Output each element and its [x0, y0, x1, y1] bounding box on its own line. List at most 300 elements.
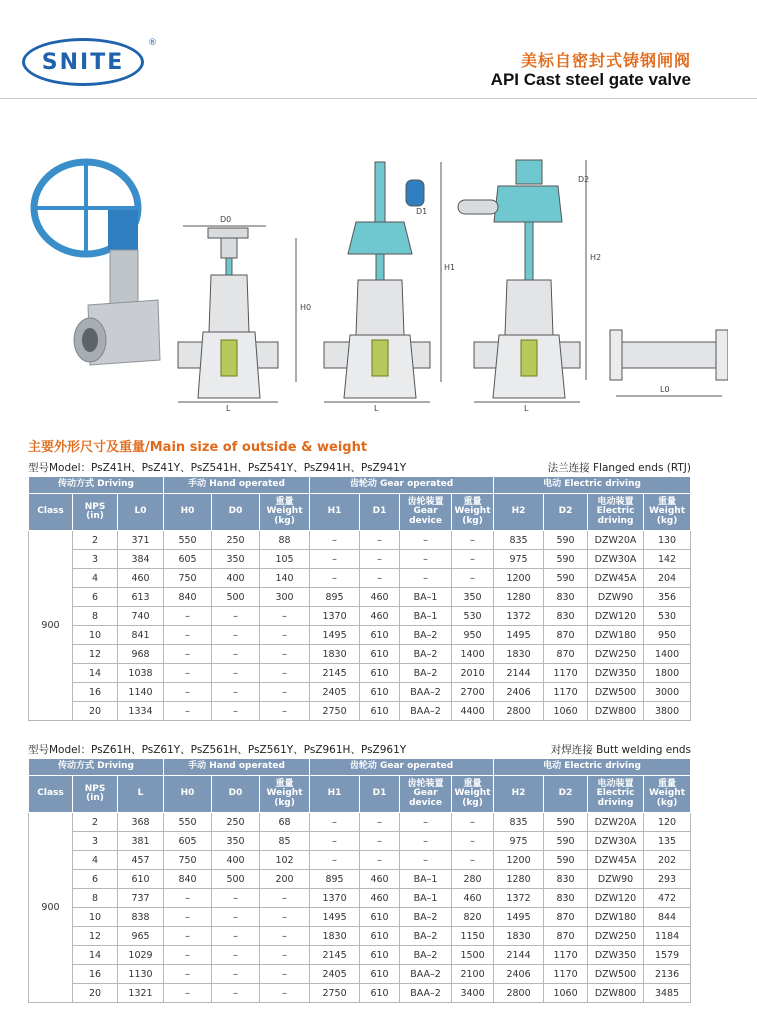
col-d2: D2 — [544, 494, 588, 531]
table-cell: – — [452, 550, 494, 569]
col-gear-device: 齿轮装置 Gear device — [400, 494, 452, 531]
table-cell: – — [164, 626, 212, 645]
table-cell: – — [212, 946, 260, 965]
table-cell: – — [310, 569, 360, 588]
table-cell: 2145 — [310, 664, 360, 683]
col-d1: D1 — [360, 494, 400, 531]
table-cell: – — [260, 664, 310, 683]
table-cell: 590 — [544, 813, 588, 832]
table-cell: 457 — [118, 851, 164, 870]
table-cell: – — [400, 813, 452, 832]
col-weight-electric: 重量 Weight (kg) — [644, 776, 691, 813]
table-cell: 737 — [118, 889, 164, 908]
table-cell: 610 — [360, 965, 400, 984]
table-cell: 3485 — [644, 984, 691, 1003]
table-row — [29, 927, 691, 946]
table-cell: 838 — [118, 908, 164, 927]
dim-l-gear: L — [374, 404, 379, 413]
table-cell: – — [452, 851, 494, 870]
col-nps: NPS (in) — [73, 494, 118, 531]
table-cell: – — [212, 626, 260, 645]
dim-d2: D2 — [578, 175, 590, 184]
table-row — [29, 908, 691, 927]
table-cell: – — [260, 645, 310, 664]
table-cell: 200 — [260, 870, 310, 889]
table-cell: 610 — [360, 984, 400, 1003]
table-cell: – — [310, 851, 360, 870]
table-cell: 20 — [73, 984, 118, 1003]
table-row — [29, 702, 691, 721]
table-cell: – — [212, 702, 260, 721]
table-cell: – — [260, 927, 310, 946]
class-cell: 900 — [29, 813, 73, 1003]
table-cell: 610 — [360, 946, 400, 965]
table-cell: 530 — [644, 607, 691, 626]
table-cell: 840 — [164, 588, 212, 607]
table-cell: 613 — [118, 588, 164, 607]
table-cell: 530 — [452, 607, 494, 626]
table-cell: 8 — [73, 607, 118, 626]
table-cell: 1280 — [494, 588, 544, 607]
table-cell: 550 — [164, 531, 212, 550]
hand-operated-drawing — [178, 226, 296, 402]
table-cell: 460 — [360, 607, 400, 626]
table-cell: 830 — [544, 889, 588, 908]
table-cell: 2750 — [310, 702, 360, 721]
table-cell: 1372 — [494, 889, 544, 908]
table-cell: 20 — [73, 702, 118, 721]
table-cell: – — [360, 531, 400, 550]
col-nps: NPS (in) — [73, 776, 118, 813]
table-row — [29, 645, 691, 664]
table-cell: 1140 — [118, 683, 164, 702]
table-cell: 965 — [118, 927, 164, 946]
table-cell: 1400 — [644, 645, 691, 664]
table-cell: – — [164, 946, 212, 965]
spec-table-flanged — [28, 476, 691, 721]
table-cell: – — [452, 569, 494, 588]
table-cell: 590 — [544, 569, 588, 588]
table-cell: DZW45A — [588, 569, 644, 588]
table-cell: – — [452, 832, 494, 851]
table-cell: 120 — [644, 813, 691, 832]
table-cell: – — [260, 946, 310, 965]
table-cell: 1200 — [494, 569, 544, 588]
table-cell: DZW350 — [588, 946, 644, 965]
table-cell: 10 — [73, 626, 118, 645]
table-cell: 968 — [118, 645, 164, 664]
table-cell: 4 — [73, 569, 118, 588]
table-cell: – — [400, 832, 452, 851]
table-cell: DZW90 — [588, 588, 644, 607]
table-cell: 841 — [118, 626, 164, 645]
model-list-butt: 型号Model：PsZ61H、PsZ61Y、PsZ561H、PsZ561Y、PsZ961H、PsZ961Y — [28, 744, 407, 756]
table-group-header — [29, 759, 691, 776]
table-cell: BA–1 — [400, 588, 452, 607]
table-cell: 10 — [73, 908, 118, 927]
table-cell: 1370 — [310, 607, 360, 626]
table-cell: – — [164, 889, 212, 908]
table-cell: 88 — [260, 531, 310, 550]
col-electric-device: 电动装置 Electric driving — [588, 494, 644, 531]
table-cell: BA–2 — [400, 908, 452, 927]
table-cell: – — [452, 813, 494, 832]
table-cell: 610 — [360, 683, 400, 702]
table-cell: 356 — [644, 588, 691, 607]
table-cell: 8 — [73, 889, 118, 908]
table-cell: 130 — [644, 531, 691, 550]
dim-h0: H0 — [300, 303, 312, 312]
table-cell: 840 — [164, 870, 212, 889]
table-cell: DZW20A — [588, 531, 644, 550]
table-cell: 870 — [544, 908, 588, 927]
table-cell: 1170 — [544, 683, 588, 702]
col-class: Class — [29, 494, 73, 531]
table-cell: DZW45A — [588, 851, 644, 870]
table-cell: 142 — [644, 550, 691, 569]
table-cell: 2100 — [452, 965, 494, 984]
table-cell: DZW500 — [588, 965, 644, 984]
table-cell: 3800 — [644, 702, 691, 721]
table-cell: 590 — [544, 550, 588, 569]
table-cell: 1280 — [494, 870, 544, 889]
table-cell: 135 — [644, 832, 691, 851]
table-cell: – — [212, 607, 260, 626]
table-cell: DZW250 — [588, 927, 644, 946]
table-cell: 1495 — [310, 908, 360, 927]
table-cell: DZW350 — [588, 664, 644, 683]
table-cell: 830 — [544, 588, 588, 607]
col-weight-gear: 重量 Weight (kg) — [452, 776, 494, 813]
table-cell: – — [360, 832, 400, 851]
table-cell: 950 — [452, 626, 494, 645]
table-cell: 2700 — [452, 683, 494, 702]
table-cell: 460 — [360, 588, 400, 607]
table-cell: – — [212, 683, 260, 702]
table-cell: 400 — [212, 569, 260, 588]
table-cell: – — [260, 702, 310, 721]
table-cell: – — [360, 550, 400, 569]
table-cell: BA–2 — [400, 946, 452, 965]
table-cell: – — [212, 927, 260, 946]
table-cell: 2 — [73, 531, 118, 550]
table-cell: 2800 — [494, 702, 544, 721]
col-weight-hand: 重量 Weight (kg) — [260, 776, 310, 813]
dim-d0: D0 — [220, 215, 232, 224]
table-cell: 2010 — [452, 664, 494, 683]
table-cell: BA–1 — [400, 870, 452, 889]
table-cell: 610 — [360, 927, 400, 946]
table-cell: 460 — [360, 870, 400, 889]
table-cell: BA–2 — [400, 927, 452, 946]
table-cell: – — [212, 889, 260, 908]
table-cell: 350 — [452, 588, 494, 607]
valve-figure — [28, 150, 728, 420]
table-body-flanged — [29, 531, 691, 721]
table-cell: 2 — [73, 813, 118, 832]
table-cell: 1130 — [118, 965, 164, 984]
table-cell: 12 — [73, 927, 118, 946]
table-cell: 610 — [360, 645, 400, 664]
gear-operated-drawing — [324, 162, 441, 402]
table-row — [29, 813, 691, 832]
table-cell: 1830 — [310, 927, 360, 946]
table-row — [29, 984, 691, 1003]
table-cell: 870 — [544, 927, 588, 946]
table-cell: 1495 — [310, 626, 360, 645]
col-weight-electric: 重量 Weight (kg) — [644, 494, 691, 531]
table-cell: 1184 — [644, 927, 691, 946]
table-cell: – — [360, 851, 400, 870]
table-cell: 280 — [452, 870, 494, 889]
table-cell: 1579 — [644, 946, 691, 965]
table-cell: 590 — [544, 832, 588, 851]
table-row — [29, 588, 691, 607]
table-cell: 1370 — [310, 889, 360, 908]
table-row — [29, 870, 691, 889]
table-cell: 610 — [360, 702, 400, 721]
table-cell: 2405 — [310, 683, 360, 702]
table-cell: 1170 — [544, 946, 588, 965]
table-cell: 1495 — [494, 626, 544, 645]
table-cell: 140 — [260, 569, 310, 588]
table-cell: 2406 — [494, 965, 544, 984]
table-cell: 1038 — [118, 664, 164, 683]
ends-butt: 对焊连接 Butt welding ends — [550, 744, 691, 756]
table-cell: BAA–2 — [400, 702, 452, 721]
table-cell: – — [260, 889, 310, 908]
table-cell: – — [400, 851, 452, 870]
table-cell: 1830 — [494, 927, 544, 946]
table-cell: – — [400, 550, 452, 569]
col-class: Class — [29, 776, 73, 813]
group-hand: 手动 Hand operated — [164, 759, 310, 776]
table-cell: 1830 — [310, 645, 360, 664]
col-h0: H0 — [164, 776, 212, 813]
table-cell: 610 — [118, 870, 164, 889]
col-weight-hand: 重量 Weight (kg) — [260, 494, 310, 531]
electric-drawing — [458, 160, 586, 402]
logo-oval — [22, 38, 144, 86]
table-cell: DZW120 — [588, 607, 644, 626]
table-cell: 750 — [164, 851, 212, 870]
table-cell: 1060 — [544, 702, 588, 721]
table-cell: – — [164, 702, 212, 721]
table-cell: – — [310, 813, 360, 832]
table-cell: DZW180 — [588, 908, 644, 927]
table-cell: 371 — [118, 531, 164, 550]
table-cell: – — [164, 927, 212, 946]
table-cell: – — [164, 664, 212, 683]
table-cell: BA–2 — [400, 626, 452, 645]
table-cell: BA–2 — [400, 664, 452, 683]
table-row — [29, 569, 691, 588]
table-cell: – — [164, 984, 212, 1003]
table-cell: – — [212, 645, 260, 664]
title-chinese: 美标自密封式铸钢闸阀 — [520, 51, 691, 70]
table-row — [29, 946, 691, 965]
table-cell: 202 — [644, 851, 691, 870]
table-cell: 2145 — [310, 946, 360, 965]
table-row — [29, 851, 691, 870]
table-cell: 835 — [494, 813, 544, 832]
table-cell: 1029 — [118, 946, 164, 965]
table-cell: 1500 — [452, 946, 494, 965]
page-header — [0, 0, 757, 98]
table-cell: 350 — [212, 550, 260, 569]
table-cell: 3 — [73, 832, 118, 851]
table-row — [29, 889, 691, 908]
col-d0: D0 — [212, 494, 260, 531]
table-cell: 870 — [544, 645, 588, 664]
table-cell: 950 — [644, 626, 691, 645]
col-length: L — [118, 776, 164, 813]
table-row — [29, 965, 691, 984]
table-cell: BA–1 — [400, 889, 452, 908]
table-row — [29, 550, 691, 569]
table-row — [29, 531, 691, 550]
group-gear: 齿轮动 Gear operated — [310, 759, 494, 776]
table-cell: 384 — [118, 550, 164, 569]
table-cell: 1400 — [452, 645, 494, 664]
col-weight-gear: 重量 Weight (kg) — [452, 494, 494, 531]
header-divider — [0, 98, 757, 99]
spec-table-butt — [28, 758, 691, 1003]
table-cell: – — [260, 626, 310, 645]
table-cell: 102 — [260, 851, 310, 870]
table-cell: BA–2 — [400, 645, 452, 664]
group-driving: 传动方式 Driving — [29, 477, 164, 494]
table-cell: DZW800 — [588, 702, 644, 721]
table-row — [29, 664, 691, 683]
table-cell: 605 — [164, 832, 212, 851]
table-cell: 460 — [360, 889, 400, 908]
table-cell: 1372 — [494, 607, 544, 626]
table-cell: 6 — [73, 870, 118, 889]
table-cell: 2144 — [494, 946, 544, 965]
col-h0: H0 — [164, 494, 212, 531]
table-cell: 3400 — [452, 984, 494, 1003]
col-length: L0 — [118, 494, 164, 531]
table-cell: BAA–2 — [400, 683, 452, 702]
table-cell: DZW120 — [588, 889, 644, 908]
table-body-butt — [29, 813, 691, 1003]
table-cell: DZW20A — [588, 813, 644, 832]
table-cell: 1150 — [452, 927, 494, 946]
table-cell: – — [164, 683, 212, 702]
table-cell: – — [164, 607, 212, 626]
table-cell: 2406 — [494, 683, 544, 702]
table-cell: – — [310, 531, 360, 550]
table-cell: 895 — [310, 588, 360, 607]
dim-l-hand: L — [226, 404, 231, 413]
table-cell: – — [360, 813, 400, 832]
table-cell: 6 — [73, 588, 118, 607]
title-english: API Cast steel gate valve — [490, 70, 691, 89]
table-cell: BAA–2 — [400, 965, 452, 984]
table-row — [29, 626, 691, 645]
table-cell: DZW800 — [588, 984, 644, 1003]
col-h1: H1 — [310, 776, 360, 813]
table-cell: 400 — [212, 851, 260, 870]
table-cell: 14 — [73, 664, 118, 683]
table-cell: – — [260, 607, 310, 626]
table-cell: 14 — [73, 946, 118, 965]
table-cell: – — [452, 531, 494, 550]
table-cell: 472 — [644, 889, 691, 908]
table-cell: 610 — [360, 908, 400, 927]
col-h1: H1 — [310, 494, 360, 531]
table-cell: – — [164, 908, 212, 927]
table-cell: 204 — [644, 569, 691, 588]
table-cell: 1830 — [494, 645, 544, 664]
table-cell: DZW30A — [588, 550, 644, 569]
table-cell: 1200 — [494, 851, 544, 870]
table-cell: – — [212, 965, 260, 984]
table-cell: – — [400, 531, 452, 550]
table-cell: BAA–2 — [400, 984, 452, 1003]
table-cell: 293 — [644, 870, 691, 889]
table-cell: 830 — [544, 607, 588, 626]
table-cell: 85 — [260, 832, 310, 851]
table-cell: DZW180 — [588, 626, 644, 645]
table-cell: 300 — [260, 588, 310, 607]
dim-h1: H1 — [444, 263, 456, 272]
table-cell: 895 — [310, 870, 360, 889]
table-cell: 835 — [494, 531, 544, 550]
table-cell: 2405 — [310, 965, 360, 984]
table-cell: – — [400, 569, 452, 588]
group-hand: 手动 Hand operated — [164, 477, 310, 494]
table-cell: 1321 — [118, 984, 164, 1003]
table-cell: – — [164, 645, 212, 664]
col-d0: D0 — [212, 776, 260, 813]
table-cell: DZW90 — [588, 870, 644, 889]
table-cell: 500 — [212, 588, 260, 607]
table-cell: 1060 — [544, 984, 588, 1003]
ends-flanged: 法兰连接 Flanged ends (RTJ) — [547, 462, 691, 474]
section-title: 主要外形尺寸及重量/Main size of outside & weight — [28, 440, 368, 455]
table-cell: 460 — [118, 569, 164, 588]
table-cell: 975 — [494, 832, 544, 851]
table-cell: DZW30A — [588, 832, 644, 851]
dim-l-electric: L — [524, 404, 529, 413]
table-column-header — [29, 494, 691, 531]
table-cell: 550 — [164, 813, 212, 832]
table-cell: 2136 — [644, 965, 691, 984]
table-cell: – — [310, 832, 360, 851]
table-cell: 460 — [452, 889, 494, 908]
product-photo — [34, 162, 160, 365]
table-cell: – — [310, 550, 360, 569]
table-cell: 1170 — [544, 664, 588, 683]
col-gear-device: 齿轮装置 Gear device — [400, 776, 452, 813]
table-cell: 12 — [73, 645, 118, 664]
table-cell: 740 — [118, 607, 164, 626]
table-cell: 4400 — [452, 702, 494, 721]
table-cell: – — [164, 965, 212, 984]
table-cell: – — [260, 908, 310, 927]
table-group-header — [29, 477, 691, 494]
dim-d1: D1 — [416, 207, 428, 216]
table-cell: 830 — [544, 870, 588, 889]
table-cell: 368 — [118, 813, 164, 832]
table-cell: BA–1 — [400, 607, 452, 626]
table-cell: – — [260, 984, 310, 1003]
table-cell: 975 — [494, 550, 544, 569]
table-cell: DZW500 — [588, 683, 644, 702]
table-cell: 590 — [544, 851, 588, 870]
